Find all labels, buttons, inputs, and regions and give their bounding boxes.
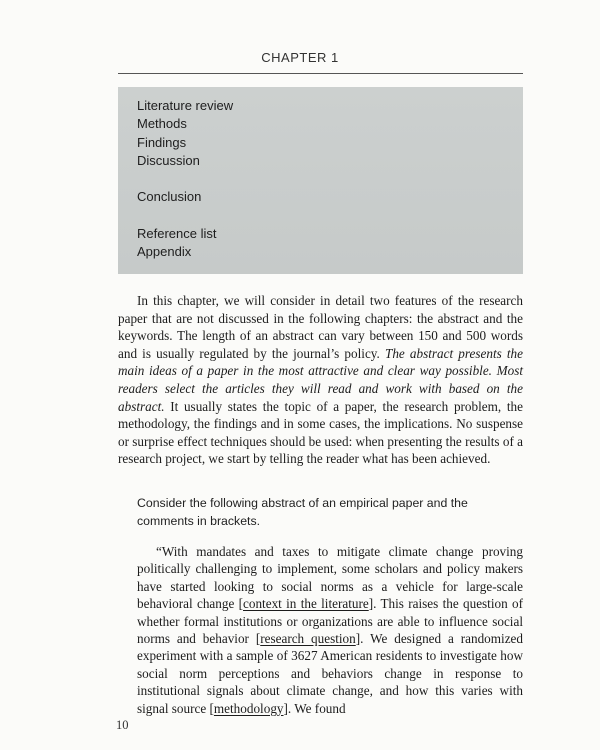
quote-text: ]. We designed a randomized experiment with a sample of 3627 American residents to investigate how social norm perceptions and behaviors change in response to institutional signals about climate change, and how this varies with signal source [ [137,631,523,716]
chapter-header: CHAPTER 1 [261,50,339,65]
body-text-run: In this chapter, we will consider in detail two features of the research paper that are not discussed in the following chapters: the abstract and the keywords. The length of an abstract can vary between 150 and 500 words and is usually regulated by the journal’s policy. [118,293,523,361]
toc-spacer [137,207,523,225]
toc-spacer [137,170,523,188]
header-rule [118,73,523,74]
abstract-quote [137,543,523,717]
quote-paragraph [137,543,523,717]
body-text-run: It usually states the topic of a paper, the research problem, the methodology, the findings and in some cases, the implications. No suspense or surprise effect techniques should be used: when presenting the results of a research project, we start by telling the reader what has been achieved. [118,398,523,467]
page-number: 10 [116,718,129,732]
paper-structure-box [118,87,523,274]
annotation-research-question: research question [260,631,356,647]
toc-item-literature-review: Literature review [137,98,234,113]
toc-item-reference-list: Reference list [137,226,217,242]
body-text [118,292,523,468]
body-paragraph [118,292,523,468]
toc-item-methods: Methods [137,116,187,132]
quote-text: “With mandates and taxes to mitigate climate change proving politically challenging to implement, some scholars and policy makers have started looking to social norms as a vehicle for large-scale behavioral change [ [137,544,523,612]
quote-text: ]. This raises the question of whether formal institutions or organizations are able to influence social norms and behavior [ [137,596,523,647]
toc-item-appendix: Appendix [137,244,192,260]
body-italic-run: The abstract presents the main ideas of a paper in the most attractive and clear way possible. Most readers select the articles they will read and work with based on the abstract. [118,345,523,414]
toc-item-conclusion: Conclusion [137,189,202,205]
toc-item-findings: Findings [137,134,187,150]
annotation-methodology: methodology [213,700,284,716]
quote-text: ]. We found [283,700,346,716]
instruction-paragraph: Consider the following abstract of an empirical paper and the comments in brackets. [137,496,468,528]
toc-item-discussion: Discussion [137,152,200,168]
annotation-context: context in the literature [243,596,369,612]
